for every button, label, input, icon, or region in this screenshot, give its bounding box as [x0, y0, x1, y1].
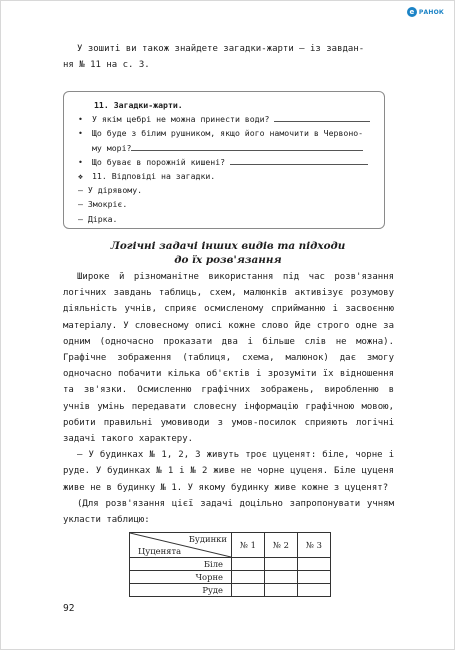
section-heading-line-2: до їх розв'язання: [174, 254, 282, 266]
intro-paragraph: [63, 41, 393, 73]
question-item: [78, 126, 378, 154]
answer-line: [230, 155, 368, 165]
bullet-icon: •: [78, 128, 83, 139]
question-item: [78, 112, 378, 126]
table-cell: [265, 584, 298, 597]
question-item: [78, 155, 378, 169]
publisher-logo: [407, 7, 444, 17]
table-cell: [298, 571, 331, 584]
body-paragraph-2: — У будинках № 1, 2, 3 живуть троє цуценят: біле, чорне і руде. У будинках № 1 і № 2 живе не чорне цуценя. Біле цуценя живе не в будинку № 1. У якому будинку живе кожне з цуценят?: [63, 450, 394, 493]
logo-text: РАНОК: [418, 8, 444, 16]
question-2-line-1: Що буде з білим рушником, якщо його намочити в Червоно-: [92, 128, 364, 139]
column-header: № 3: [298, 533, 331, 558]
question-3: Що буває в порожній кишені?: [92, 156, 226, 167]
row-label: Чорне: [130, 571, 232, 584]
workbook-task-box: [63, 91, 385, 229]
table-header-row: [130, 533, 331, 558]
table-cell: [298, 584, 331, 597]
puppies-table: [129, 532, 331, 597]
body-paragraph-1: Широке й різноманітне використання під час розв'язання логічних завдань таблиць, схем, малюнків активізує розумову діяльність учнів, сприяє осмисленому сприйманню і засвоєнню матеріалу. У словесному описі кожне слово йде строго одне за одним (одночасно проказати два і більше слів не можна). Графічне зображення (таблиця, схема, малюнок) дає змогу одночасно побачити кілька об'єктів і зрозуміти їх відношення та зв'язки. Осмисленню графічних зображень, виробленню в учнів умінь передавати словесну інформацію графічною мовою, робити правильні умовиводи з умов-посилок сприяють логічні задачі такого характеру.: [63, 272, 394, 445]
table-cell: [232, 558, 265, 571]
table-corner-cell: [130, 533, 232, 558]
bullet-icon: •: [78, 114, 83, 125]
diamond-cross-icon: ❖: [78, 171, 83, 182]
page-number: 92: [63, 603, 75, 614]
ranok-circle-icon: e: [407, 7, 417, 17]
answer-item: — У дірявому.: [78, 185, 143, 196]
answers-title: 11. Відповіді на загадки.: [92, 171, 216, 182]
table-row: [130, 584, 331, 597]
answer-item: — Дірка.: [78, 213, 118, 224]
table-row: [130, 571, 331, 584]
question-2-line-2: му морі?: [92, 142, 132, 153]
table-cell: [232, 571, 265, 584]
answer-line: [131, 141, 363, 151]
table-row: [130, 558, 331, 571]
answers-heading: [78, 169, 378, 183]
table-cell: [265, 558, 298, 571]
bullet-icon: •: [78, 156, 83, 167]
answer-line: [274, 112, 370, 122]
intro-line-2: ня № 11 на с. 3.: [63, 60, 150, 70]
column-header: № 1: [232, 533, 265, 558]
table-cell: [232, 584, 265, 597]
row-label: Біле: [130, 558, 232, 571]
corner-top-label: Будинки: [188, 534, 227, 544]
question-1: У якім цебрі не можна принести води?: [92, 114, 270, 125]
corner-bottom-label: Цуценята: [138, 546, 182, 556]
task-title: 11. Загадки-жарти.: [94, 100, 183, 110]
table-cell: [298, 558, 331, 571]
row-label: Руде: [130, 584, 232, 597]
body-text: [63, 269, 394, 528]
intro-line-1: У зошиті ви також знайдете загадки-жарти — із завдан-: [77, 44, 365, 54]
section-heading-line-1: Логічні задачі інших видів та підходи: [110, 240, 346, 252]
section-heading: [63, 239, 393, 267]
column-header: № 2: [265, 533, 298, 558]
body-paragraph-3: (Для розв'язання цієї задачі доцільно запропонувати учням укласти таблицю:: [63, 498, 394, 526]
answer-item: — Змокріє.: [78, 199, 128, 210]
table-cell: [265, 571, 298, 584]
